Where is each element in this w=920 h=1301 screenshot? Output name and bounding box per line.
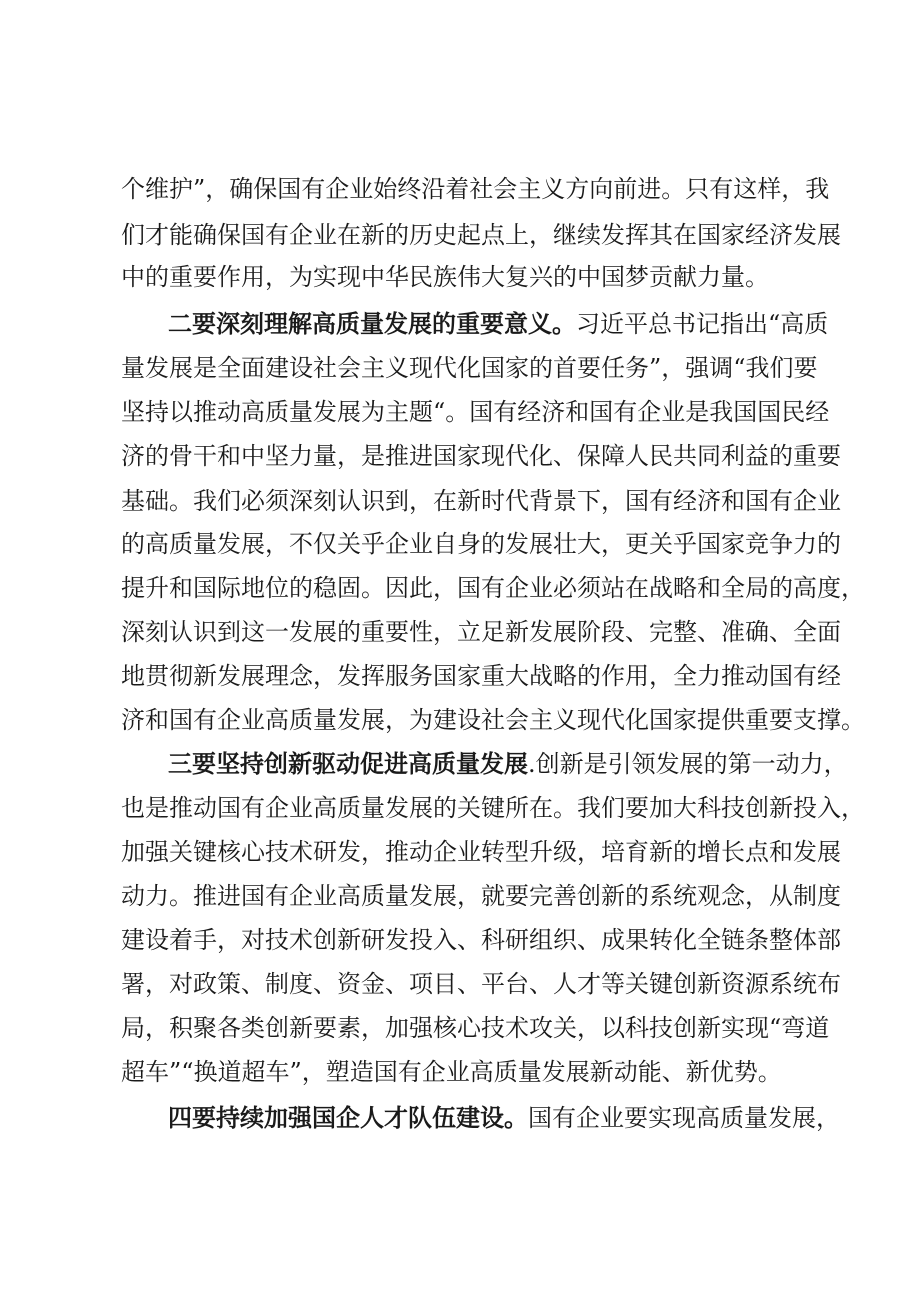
text-line: 中的重要作用，为实现中华民族伟大复兴的中国梦贡献力量。 [121, 263, 769, 291]
paragraph-first-line [168, 309, 829, 338]
text-line: 量发展是全面建设社会主义现代化国家的首要任务”，强调“我们要 [121, 354, 818, 382]
paragraph-heading: 三要坚持创新驱动促进高质量发展 [168, 749, 528, 778]
text-line: 济的骨干和中坚力量，是推进国家现代化、保障人民共同利益的重要 [121, 442, 841, 470]
text-line: 提升和国际地位的稳固。因此，国有企业必须站在战略和全局的高度， [121, 574, 865, 602]
paragraph-text: .创新是引领发展的第一动力， [528, 750, 848, 778]
paragraph-text: 习近平总书记指出“高质 [576, 310, 829, 338]
paragraph-heading: 四要持续加强国企人才队伍建设。 [168, 1103, 528, 1132]
text-line: 加强关键核心技术研发，推动企业转型升级，培育新的增长点和发展 [121, 838, 841, 866]
paragraph-text: 国有企业要实现高质量发展， [528, 1104, 840, 1132]
text-line: 们才能确保国有企业在新的历史起点上，继续发挥其在国家经济发展 [121, 221, 841, 249]
paragraph-first-line [168, 749, 848, 778]
text-line: 动力。推进国有企业高质量发展，就要完善创新的系统观念，从制度 [121, 882, 841, 910]
text-line: 署，对政策、制度、资金、项目、平台、人才等关键创新资源系统布 [121, 970, 841, 998]
text-line: 的高质量发展，不仅关乎企业自身的发展壮大，更关乎国家竞争力的 [121, 530, 841, 558]
text-line: 超车”“换道超车”，塑造国有企业高质量发展新动能、新优势。 [121, 1058, 782, 1086]
text-line: 深刻认识到这一发展的重要性，立足新发展阶段、完整、准确、全面 [121, 618, 841, 646]
text-line: 个维护”，确保国有企业始终沿着社会主义方向前进。只有这样，我 [121, 175, 830, 203]
paragraph-heading: 二要深刻理解高质量发展的重要意义。 [168, 309, 576, 338]
text-line: 坚持以推动高质量发展为主题“。国有经济和国有企业是我国国民经 [121, 398, 830, 426]
text-line: 也是推动国有企业高质量发展的关键所在。我们要加大科技创新投入， [121, 794, 865, 822]
text-line: 济和国有企业高质量发展，为建设社会主义现代化国家提供重要支撑。 [121, 706, 865, 734]
text-line: 建设着手，对技术创新研发投入、科研组织、成果转化全链条整体部 [121, 926, 841, 954]
text-line: 基础。我们必须深刻认识到，在新时代背景下，国有经济和国有企业 [121, 487, 841, 515]
text-line: 地贯彻新发展理念，发挥服务国家重大战略的作用，全力推动国有经 [121, 662, 841, 690]
text-line: 局，积聚各类创新要素，加强核心技术攻关，以科技创新实现“弯道 [121, 1014, 830, 1042]
paragraph-first-line [168, 1103, 840, 1132]
